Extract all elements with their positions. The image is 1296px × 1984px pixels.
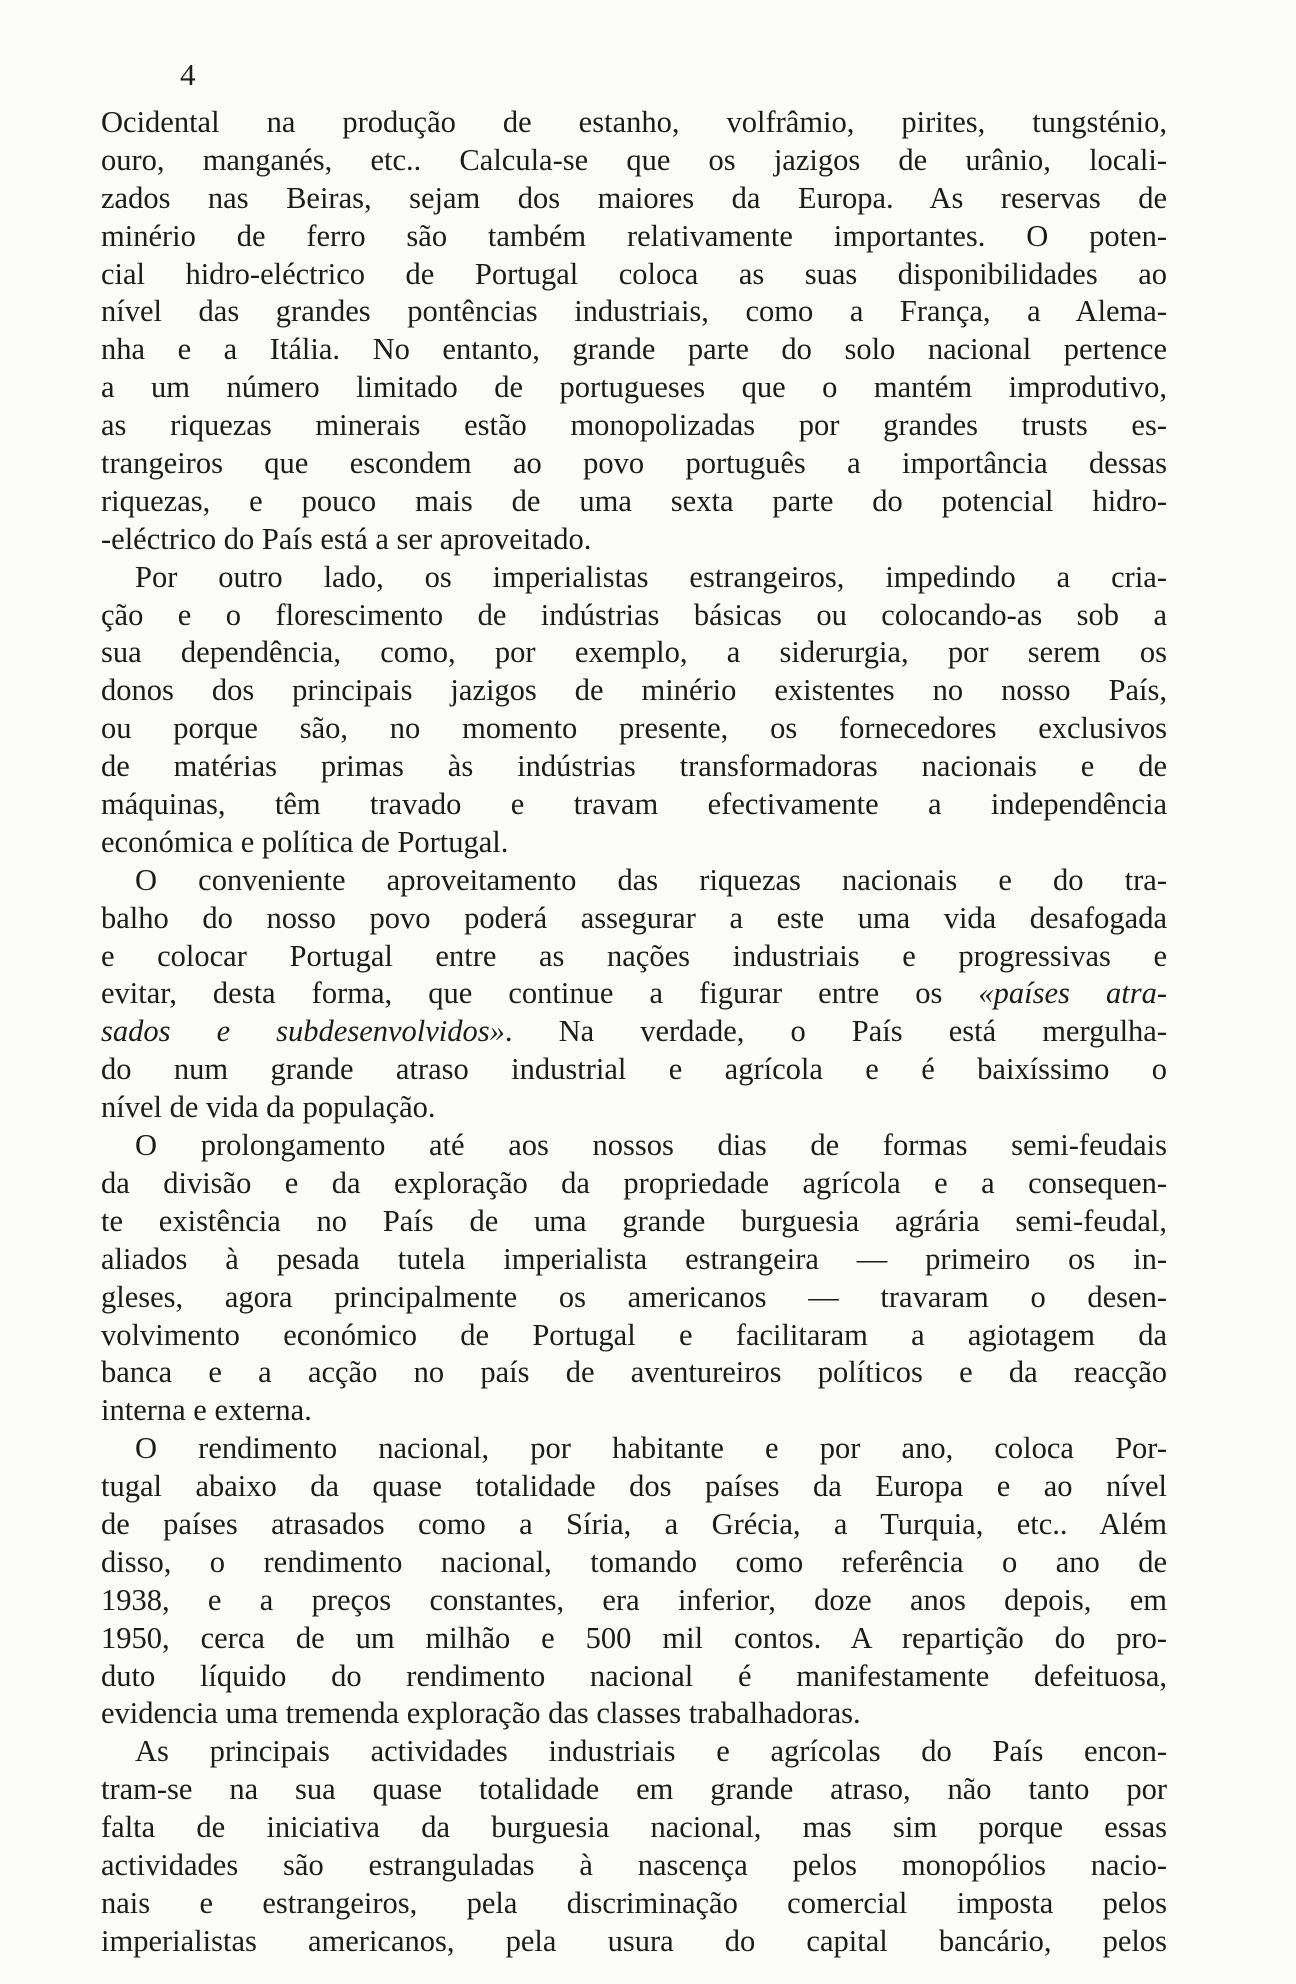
text-line: Ocidental na produção de estanho, volfrâmio, pirites, tungsténio, <box>101 105 1167 139</box>
text-line: minério de ferro são também relativamente importantes. O poten- <box>101 218 1167 253</box>
text-line: O conveniente aproveitamento das riquezas nacionais e do tra- <box>135 862 1167 897</box>
text-line: máquinas, têm travado e travam efectivamente a independência <box>101 787 1167 822</box>
paragraph <box>101 1430 1167 1733</box>
italic-quote: sados e subdesenvolvidos» <box>101 1014 505 1049</box>
paragraph <box>101 862 1167 1127</box>
text-line: nível de vida da população. <box>101 1090 436 1125</box>
text-line: tram-se na sua quase totalidade em grande atraso, não tanto por <box>101 1772 1167 1807</box>
text-line: interna e externa. <box>101 1393 312 1428</box>
text-line: ou porque são, no momento presente, os fornecedores exclusivos <box>101 711 1167 746</box>
text-line: de matérias primas às indústrias transformadoras nacionais e de <box>101 749 1167 784</box>
text-line: zados nas Beiras, sejam dos maiores da Europa. As reservas de <box>101 180 1167 215</box>
text-line: e colocar Portugal entre as nações industriais e progressivas e <box>101 938 1167 973</box>
text-line: riquezas, e pouco mais de uma sexta parte do potencial hidro- <box>101 483 1167 518</box>
text-line: do num grande atraso industrial e agrícola e é baixíssimo o <box>101 1052 1167 1087</box>
paragraph <box>101 104 1167 559</box>
text-line: evitar, desta forma, que continue a figurar entre os «países atra- <box>101 976 1167 1011</box>
text-line: de países atrasados como a Síria, a Grécia, a Turquia, etc.. Além <box>101 1506 1167 1541</box>
paragraph <box>101 559 1167 862</box>
text-line: -eléctrico do País está a ser aproveitado. <box>101 521 592 556</box>
text-line: sua dependência, como, por exemplo, a siderurgia, por serem os <box>101 635 1167 670</box>
italic-quote: «países atra- <box>978 976 1167 1011</box>
text-line: ção e o florescimento de indústrias básicas ou colocando-as sob a <box>101 597 1167 632</box>
text-line: nha e a Itália. No entanto, grande parte do solo nacional pertence <box>101 332 1167 367</box>
text-line: económica e política de Portugal. <box>101 824 509 859</box>
body-text <box>101 104 1167 1961</box>
text-line: falta de iniciativa da burguesia nacional, mas sim porque essas <box>101 1810 1167 1845</box>
text-line: balho do nosso povo poderá assegurar a este uma vida desafogada <box>101 900 1167 935</box>
text-line: tugal abaixo da quase totalidade dos países da Europa e ao nível <box>101 1469 1167 1504</box>
text-line: trangeiros que escondem ao povo português a importância dessas <box>101 446 1167 481</box>
text-line: banca e a acção no país de aventureiros políticos e da reacção <box>101 1355 1167 1390</box>
text-line: imperialistas americanos, pela usura do capital bancário, pelos <box>101 1923 1167 1958</box>
page-number: 4 <box>180 57 196 92</box>
text-line: 1938, e a preços constantes, era inferior, doze anos depois, em <box>101 1582 1167 1617</box>
text-line: nível das grandes pontências industriais, como a França, a Alema- <box>101 294 1167 329</box>
text-line: da divisão e da exploração da propriedade agrícola e a consequen- <box>101 1165 1167 1200</box>
text-line: evidencia uma tremenda exploração das classes trabalhadoras. <box>101 1696 861 1731</box>
text-line: Por outro lado, os imperialistas estrangeiros, impedindo a cria- <box>135 559 1167 594</box>
text-line: As principais actividades industriais e agrícolas do País encon- <box>135 1734 1167 1769</box>
text-line: actividades são estranguladas à nascença pelos monopólios nacio- <box>101 1847 1167 1882</box>
paragraph <box>101 1127 1167 1430</box>
text-line: ouro, manganés, etc.. Calcula-se que os jazigos de urânio, locali- <box>101 142 1167 177</box>
text-line: disso, o rendimento nacional, tomando como referência o ano de <box>101 1544 1167 1579</box>
paragraph <box>101 1733 1167 1960</box>
text-line: donos dos principais jazigos de minério existentes no nosso País, <box>101 673 1167 708</box>
text-line: a um número limitado de portugueses que o mantém improdutivo, <box>101 370 1167 405</box>
text-line: cial hidro-eléctrico de Portugal coloca as suas disponibilidades ao <box>101 256 1167 291</box>
text-line: te existência no País de uma grande burguesia agrária semi-feudal, <box>101 1203 1167 1238</box>
text-line: nais e estrangeiros, pela discriminação comercial imposta pelos <box>101 1885 1167 1920</box>
text-line: sados e subdesenvolvidos». Na verdade, o País está mergulha- <box>101 1014 1167 1049</box>
text-line: duto líquido do rendimento nacional é manifestamente defeituosa, <box>101 1658 1167 1693</box>
text-line: O rendimento nacional, por habitante e por ano, coloca Por- <box>135 1431 1167 1466</box>
text-line: volvimento económico de Portugal e facilitaram a agiotagem da <box>101 1317 1167 1352</box>
text-line: gleses, agora principalmente os americanos — travaram o desen- <box>101 1279 1167 1314</box>
text-line: aliados à pesada tutela imperialista estrangeira — primeiro os in- <box>101 1241 1167 1276</box>
text-line: as riquezas minerais estão monopolizadas por grandes trusts es- <box>101 408 1167 443</box>
text-line: 1950, cerca de um milhão e 500 mil contos. A repartição do pro- <box>101 1620 1167 1655</box>
text-line: O prolongamento até aos nossos dias de formas semi-feudais <box>135 1128 1167 1163</box>
